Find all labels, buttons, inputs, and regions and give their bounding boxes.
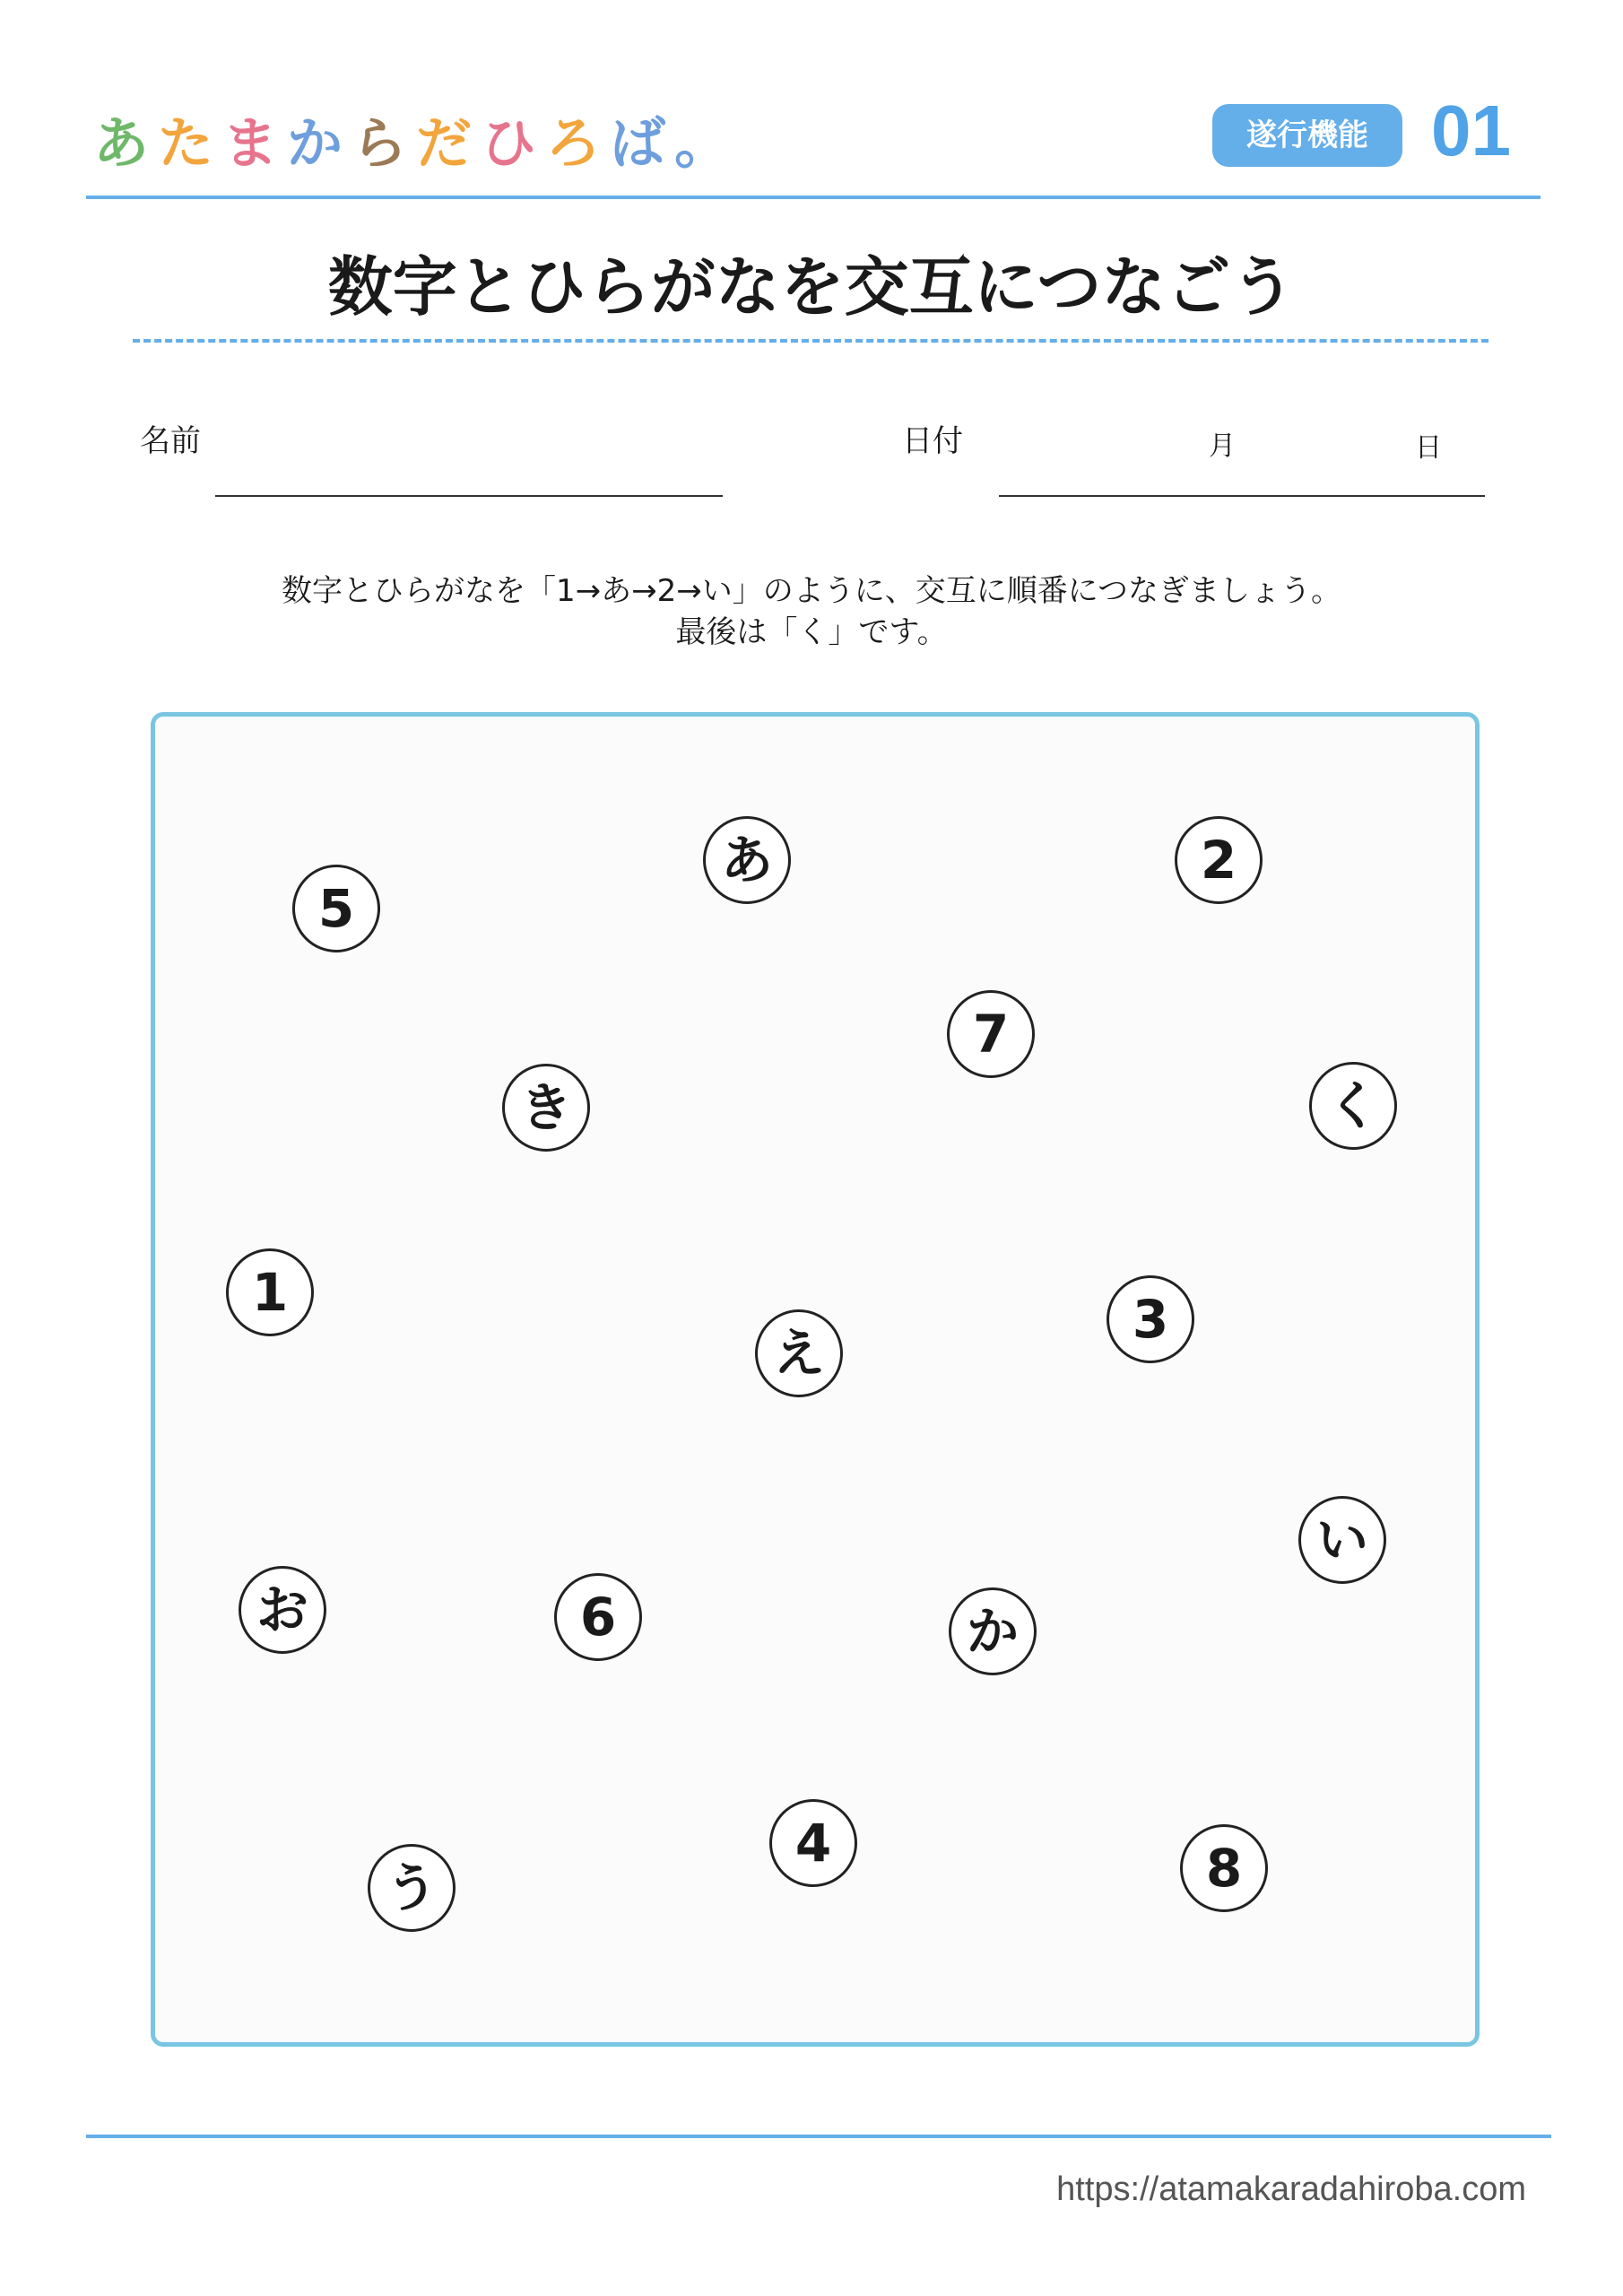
dot-5[interactable]: 5 — [292, 865, 380, 952]
dot-お[interactable]: お — [239, 1566, 326, 1654]
site-url[interactable]: https://atamakaradahiroba.com — [1056, 2170, 1526, 2208]
dot-2[interactable]: 2 — [1175, 816, 1263, 904]
dot-う[interactable]: う — [368, 1844, 456, 1932]
dot-か[interactable]: か — [949, 1587, 1037, 1675]
logo-char: た — [158, 110, 223, 176]
title-underline — [133, 339, 1488, 343]
dot-1[interactable]: 1 — [226, 1248, 314, 1336]
instruction-line-2: 最後は「く」です。 — [675, 614, 948, 650]
logo-char: か — [287, 110, 352, 176]
dot-8[interactable]: 8 — [1180, 1824, 1268, 1912]
dot-く[interactable]: く — [1309, 1062, 1397, 1150]
dot-え[interactable]: え — [755, 1309, 843, 1397]
category-badge: 遂行機能 — [1212, 104, 1402, 167]
instruction-line-1: 数字とひらがなを「1→あ→2→い」のように、交互に順番につなぎましょう。 — [281, 573, 1342, 609]
dot-4[interactable]: 4 — [769, 1799, 857, 1887]
name-label: 名前 — [140, 423, 201, 459]
day-label: 日 — [1415, 432, 1442, 464]
logo-char: ら — [352, 110, 417, 176]
logo-char: ば — [610, 110, 675, 176]
logo-char: あ — [93, 110, 159, 176]
dot-3[interactable]: 3 — [1107, 1275, 1194, 1363]
footer-divider — [86, 2135, 1551, 2138]
dot-い[interactable]: い — [1298, 1496, 1386, 1584]
sheet-number: 01 — [1431, 91, 1511, 170]
date-field[interactable] — [999, 495, 1485, 497]
logo-char: 。 — [674, 110, 740, 176]
instructions — [0, 570, 1623, 653]
dot-き[interactable]: き — [502, 1064, 590, 1152]
header-divider — [86, 196, 1541, 199]
dot-あ[interactable]: あ — [703, 816, 791, 904]
logo-char: ま — [222, 110, 288, 176]
worksheet-title: 数字とひらがなを交互につなごう — [327, 249, 1296, 325]
date-label: 日付 — [902, 423, 963, 459]
dot-7[interactable]: 7 — [947, 990, 1035, 1078]
logo-char: ろ — [545, 110, 611, 176]
month-label: 月 — [1209, 430, 1236, 462]
name-field[interactable] — [215, 495, 723, 497]
site-logo — [93, 99, 739, 178]
dot-6[interactable]: 6 — [554, 1573, 642, 1661]
logo-char: だ — [416, 110, 482, 176]
logo-char: ひ — [481, 110, 546, 176]
